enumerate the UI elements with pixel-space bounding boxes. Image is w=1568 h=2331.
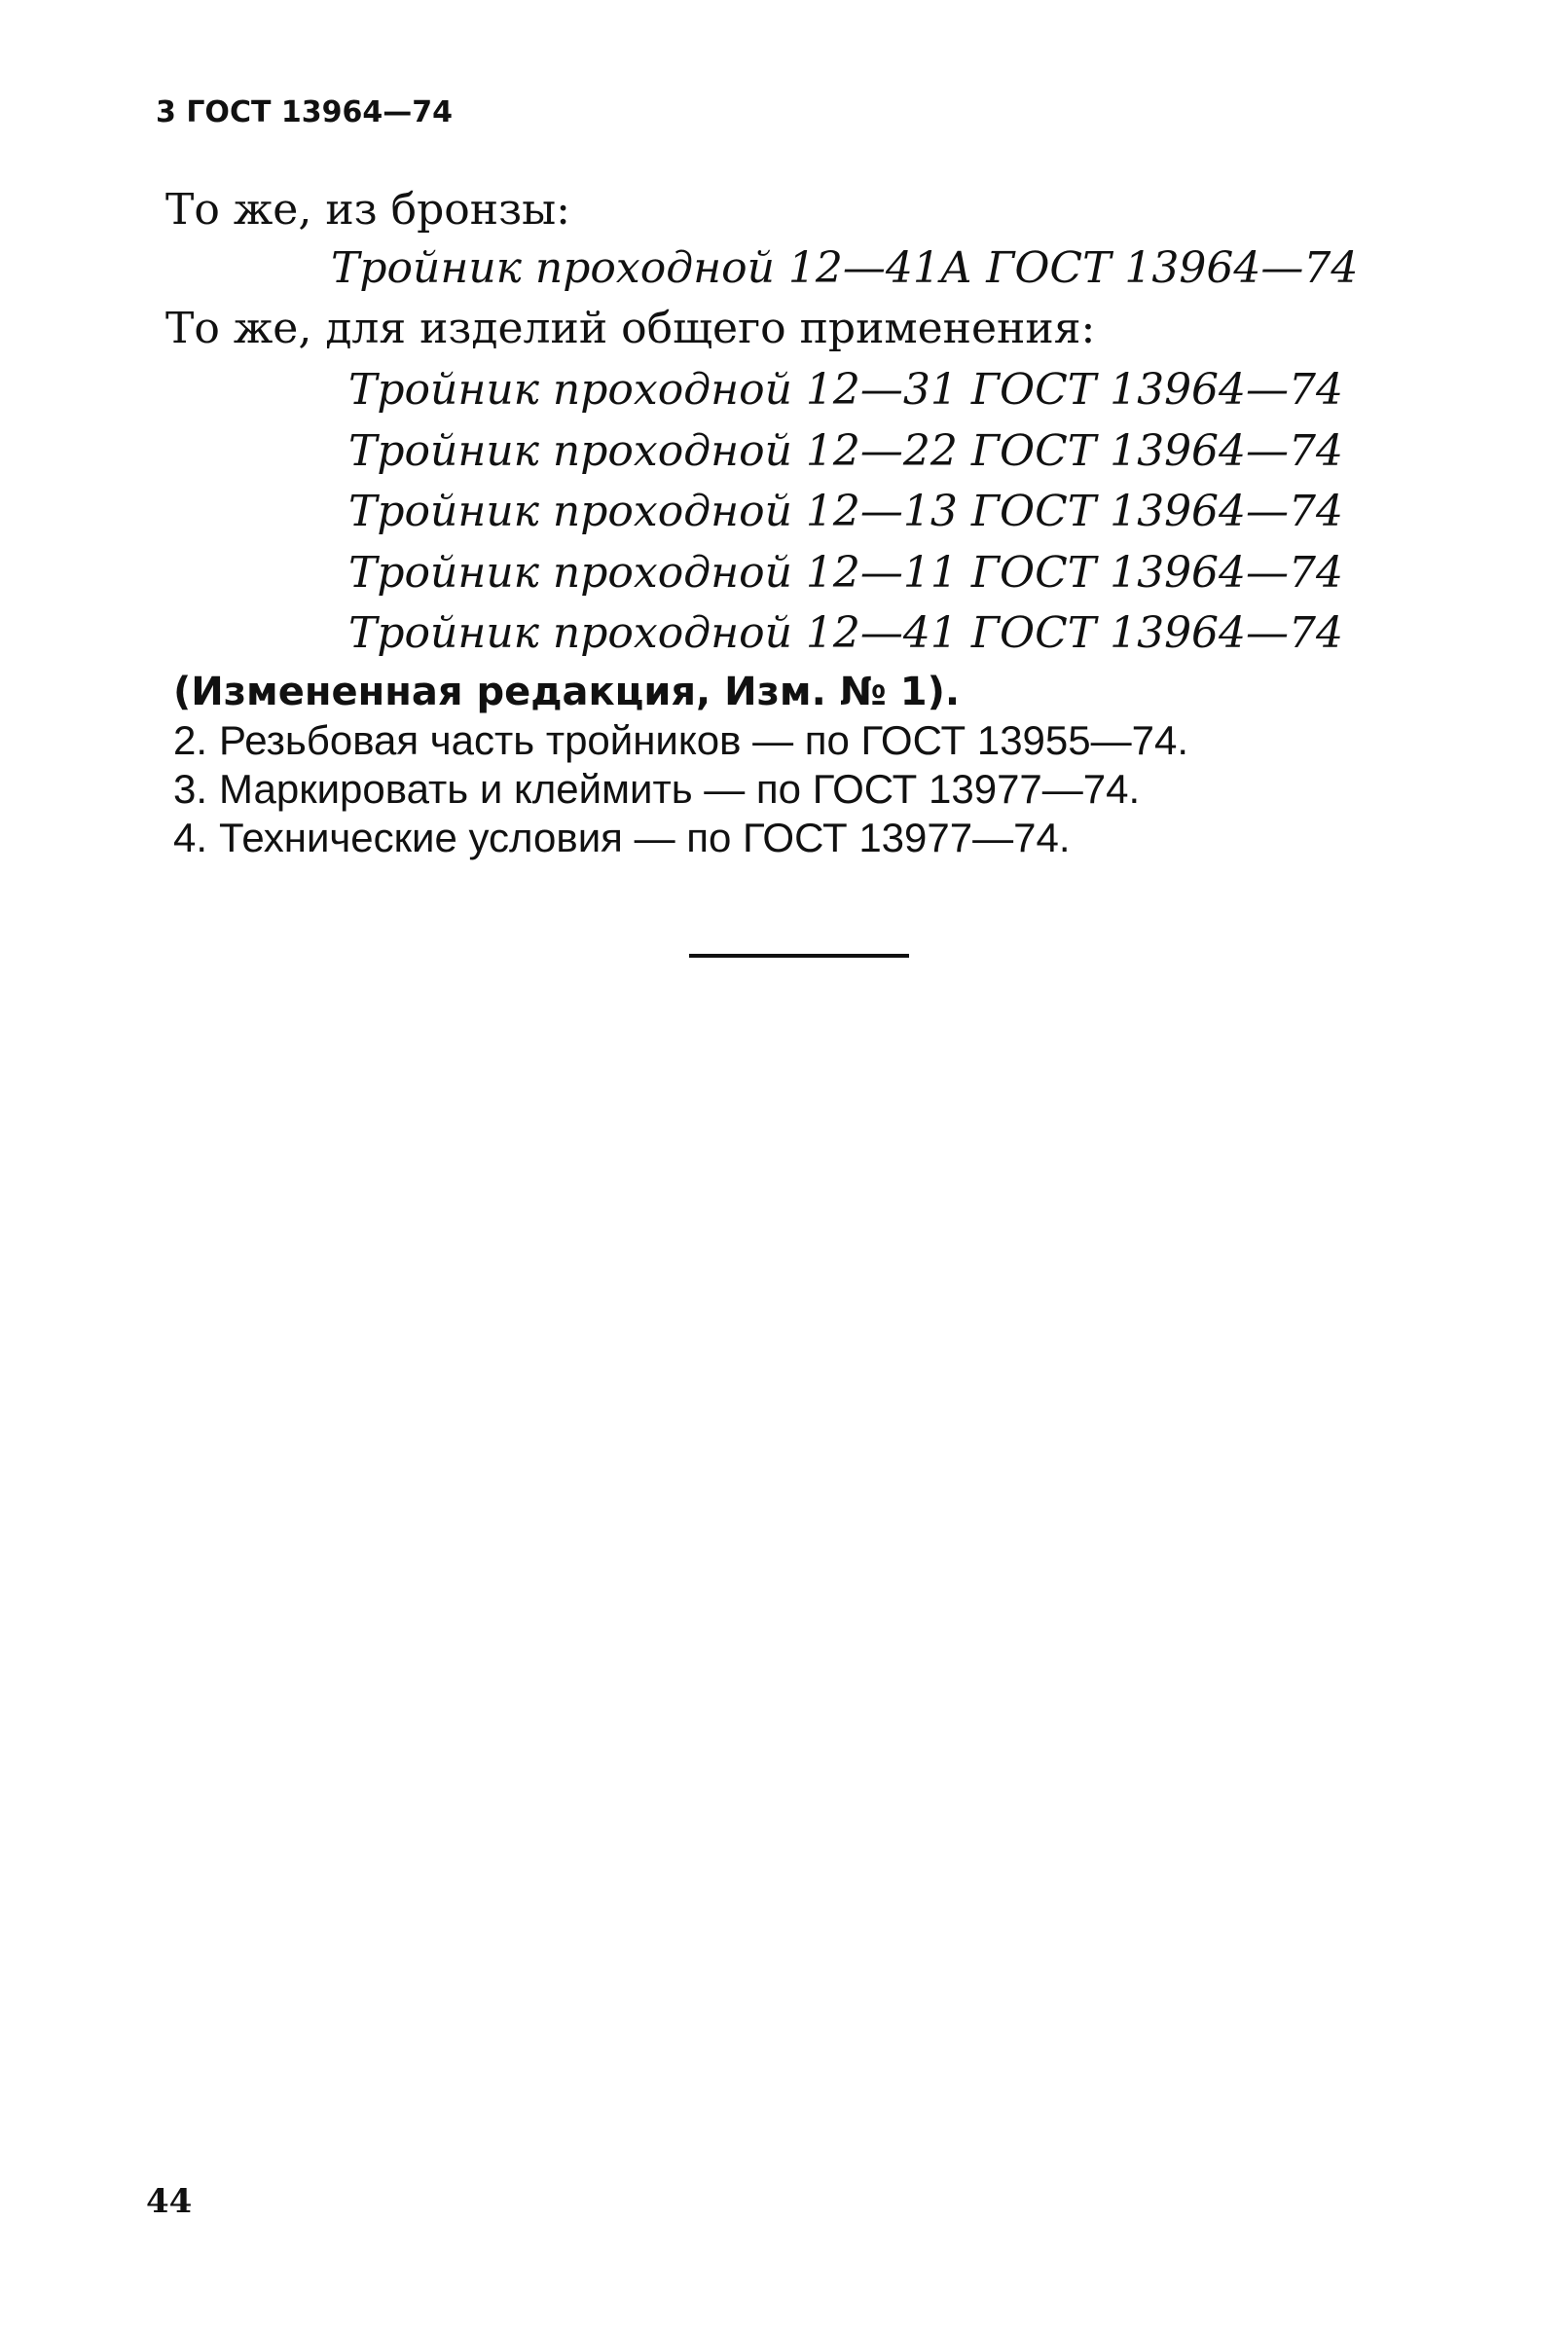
list-item-text: Резьбовая часть тройников — по ГОСТ 13955—74. <box>219 717 1189 763</box>
list-item <box>173 717 1188 764</box>
general-variant-line: Тройник проходной 12—31 ГОСТ 13964—74 <box>348 365 1344 415</box>
general-variant-line: Тройник проходной 12—11 ГОСТ 13964—74 <box>348 548 1344 598</box>
list-item-number: 3. <box>173 766 208 812</box>
running-header: 3 ГОСТ 13964—74 <box>156 95 453 129</box>
section-divider <box>689 954 909 958</box>
list-item <box>173 766 1140 813</box>
general-intro: То же, для изделий общего применения: <box>165 304 1096 353</box>
list-item <box>173 815 1071 861</box>
page-number: 44 <box>146 2182 193 2221</box>
general-variant-line: Тройник проходной 12—22 ГОСТ 13964—74 <box>348 426 1344 476</box>
list-item-text: Маркировать и клеймить — по ГОСТ 13977—74. <box>219 766 1141 812</box>
general-variant-line: Тройник проходной 12—13 ГОСТ 13964—74 <box>348 487 1344 536</box>
amendment-note: (Измененная редакция, Изм. № 1). <box>173 670 961 714</box>
bronze-variant-line: Тройник проходной 12—41А ГОСТ 13964—74 <box>331 243 1359 293</box>
list-item-text: Технические условия — по ГОСТ 13977—74. <box>219 815 1071 860</box>
list-item-number: 4. <box>173 815 208 860</box>
bronze-intro: То же, из бронзы: <box>165 185 570 235</box>
general-variant-line: Тройник проходной 12—41 ГОСТ 13964—74 <box>348 608 1344 658</box>
list-item-number: 2. <box>173 717 208 763</box>
